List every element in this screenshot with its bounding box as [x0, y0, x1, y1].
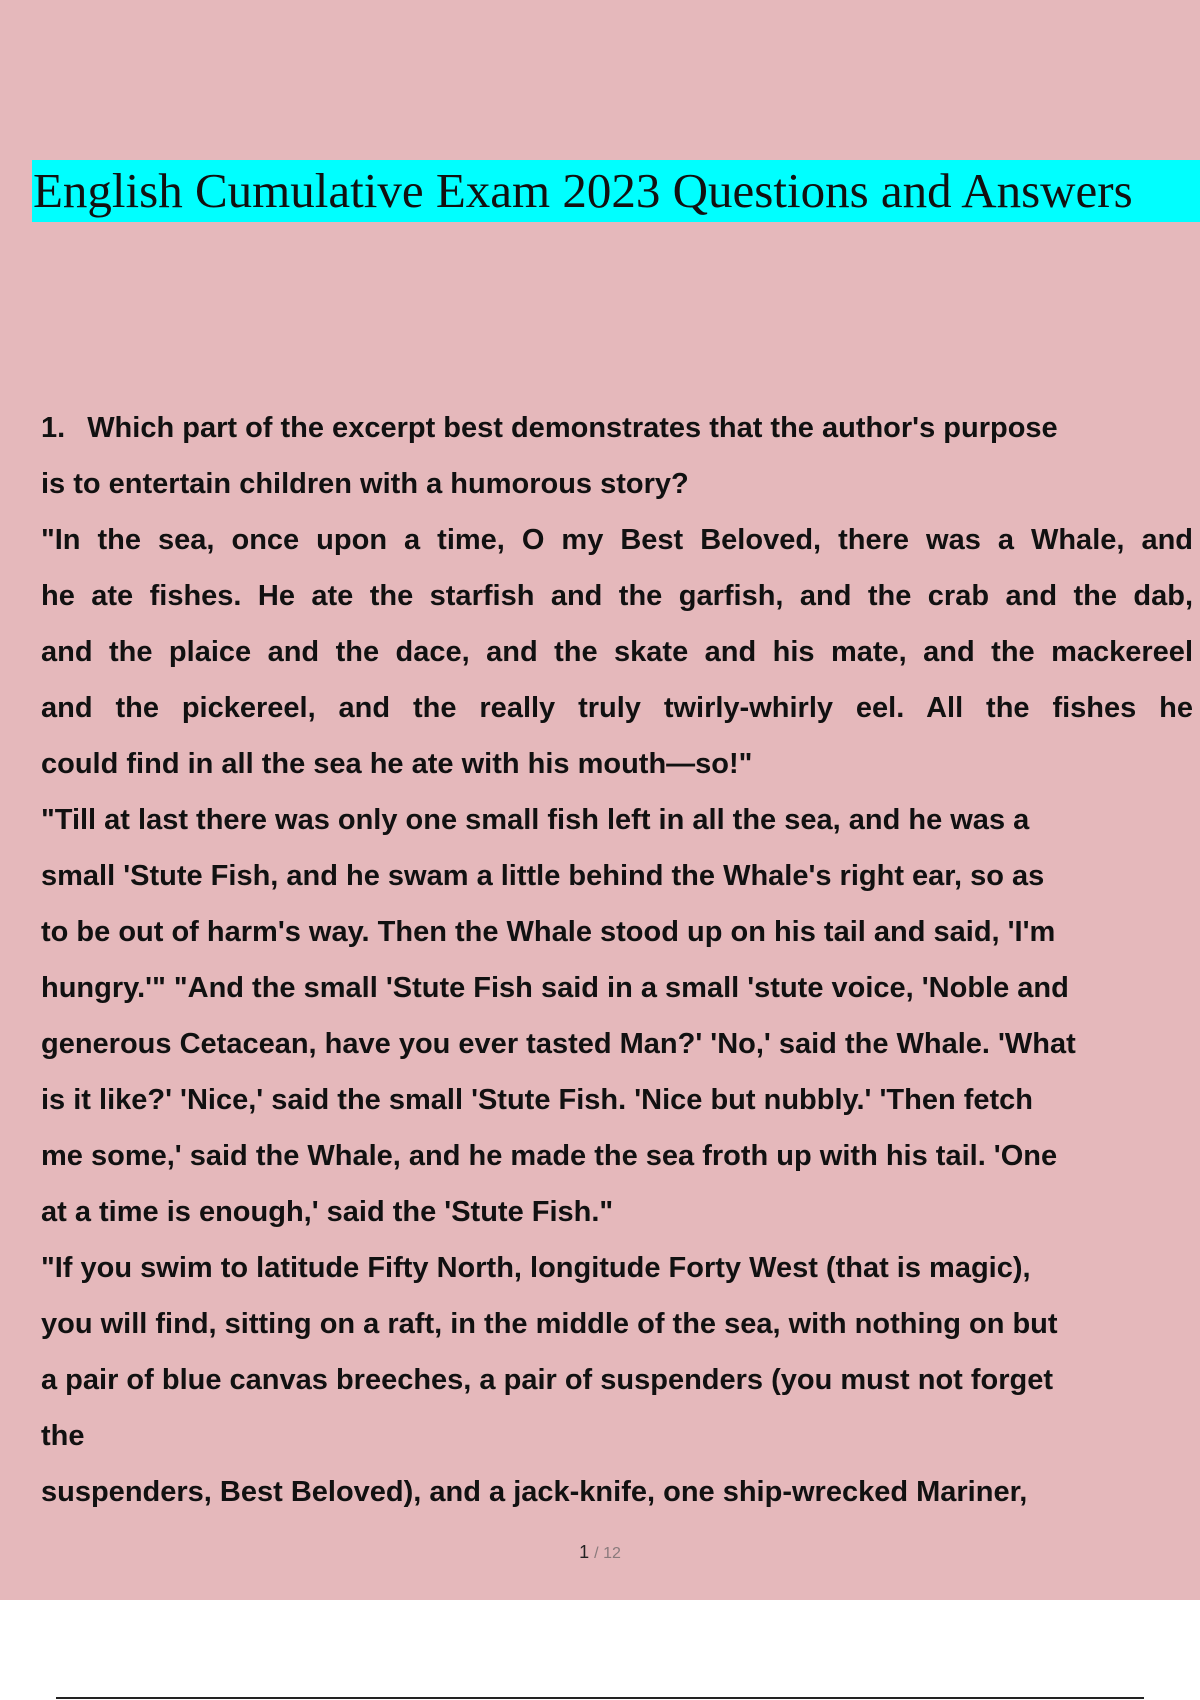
excerpt-line: to be out of harm's way. Then the Whale stood up on his tail and said, 'I'm [41, 916, 1056, 948]
question-content [41, 400, 1193, 1520]
excerpt-line: small 'Stute Fish, and he swam a little behind the Whale's right ear, so as [41, 860, 1045, 892]
excerpt-line: you will find, sitting on a raft, in the middle of the sea, with nothing on but [41, 1308, 1058, 1340]
excerpt-line: is it like?' 'Nice,' said the small 'Stute Fish. 'Nice but nubbly.' 'Then fetch [41, 1084, 1034, 1116]
excerpt-line: and the plaice and the dace, and the skate and his mate, and the mackereel [41, 636, 1193, 668]
excerpt-line: suspenders, Best Beloved), and a jack-knife, one ship-wrecked Mariner, [41, 1476, 1028, 1508]
question-prompt-text: Which part of the excerpt best demonstrates that the author's purpose [87, 412, 1058, 444]
page-title: English Cumulative Exam 2023 Questions and Answers [33, 163, 1133, 218]
excerpt-line: "Till at last there was only one small fish left in all the sea, and he was a [41, 804, 1030, 836]
question-prompt-line [41, 400, 1193, 456]
page-current: 1 [579, 1542, 590, 1562]
excerpt-line: a pair of blue canvas breeches, a pair of suspenders (you must not forget [41, 1364, 1054, 1396]
excerpt-line: hungry.'" "And the small 'Stute Fish said in a small 'stute voice, 'Noble and [41, 972, 1069, 1004]
excerpt-line: the [41, 1420, 85, 1452]
excerpt-line: and the pickereel, and the really truly twirly-whirly eel. All the fishes he [41, 692, 1193, 724]
next-page-top-rule [56, 1697, 1144, 1699]
excerpt-line: me some,' said the Whale, and he made the sea froth up with his tail. 'One [41, 1140, 1058, 1172]
excerpt-line: at a time is enough,' said the 'Stute Fish." [41, 1196, 614, 1228]
excerpt-line: generous Cetacean, have you ever tasted Man?' 'No,' said the Whale. 'What [41, 1028, 1076, 1060]
excerpt-line: "If you swim to latitude Fifty North, longitude Forty West (that is magic), [41, 1252, 1031, 1284]
excerpt-line: could find in all the sea he ate with his mouth—so!" [41, 748, 753, 780]
title-highlight [32, 160, 1200, 222]
page-indicator [0, 1542, 1200, 1563]
question-number: 1. [41, 412, 66, 444]
question-prompt-line: is to entertain children with a humorous story? [41, 468, 689, 500]
excerpt-line: "In the sea, once upon a time, O my Best Beloved, there was a Whale, and [41, 524, 1193, 556]
page-total: / 12 [594, 1545, 621, 1562]
excerpt-line: he ate fishes. He ate the starfish and the garfish, and the crab and the dab, [41, 580, 1193, 612]
